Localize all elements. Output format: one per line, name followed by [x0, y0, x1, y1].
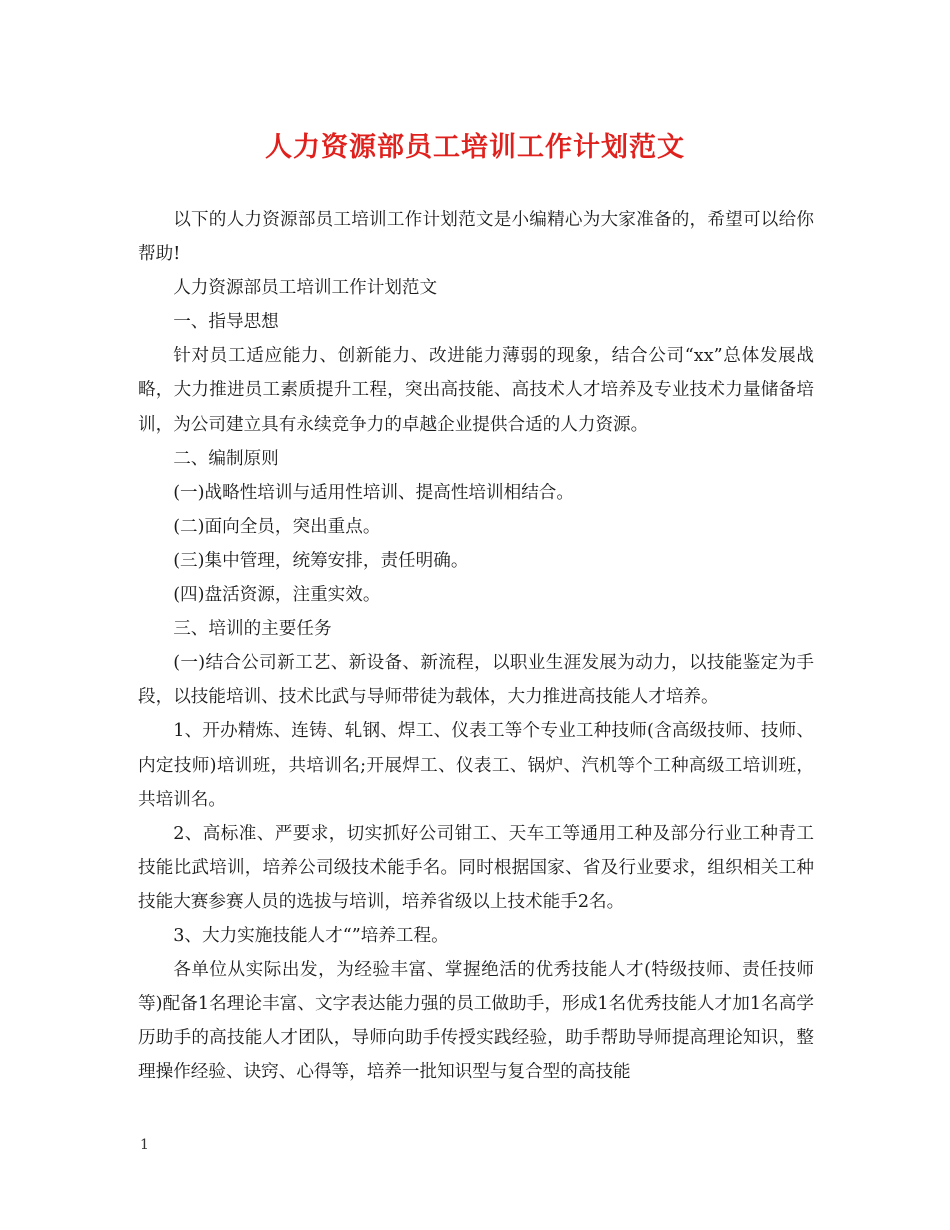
paragraph-guiding-thought: 针对员工适应能力、创新能力、改进能力薄弱的现象，结合公司“xx”总体发展战略，大力推进员工素质提升工程，突出高技能、高技术人才培养及专业技术力量储备培训，为公司建立具有永续竞争力的卓越企业提供合适的人力资源。: [138, 346, 814, 435]
principle-item-4: (四)盘活资源，注重实效。: [173, 585, 381, 606]
document-body: [138, 203, 814, 1089]
section-heading-main-tasks: 三、培训的主要任务: [173, 619, 332, 640]
task-item-1: (一)结合公司新工艺、新设备、新流程，以职业生涯发展为动力，以技能鉴定为手段，以技能培训、技术比武与导师带徒为载体，大力推进高技能人才培养。: [138, 653, 814, 708]
page-number: 1: [140, 1137, 149, 1153]
task-subitem-2: 2、高标准、严要求，切实抓好公司钳工、天车工等通用工种及部分行业工种青工技能比武培训，培养公司级技术能手名。同时根据国家、省及行业要求，组织相关工种技能大赛参赛人员的选拔与培训，培养省级以上技术能手2名。: [138, 823, 814, 912]
paragraph-subtitle: 人力资源部员工培训工作计划范文: [173, 278, 438, 299]
paragraph-mentoring: 各单位从实际出发，为经验丰富、掌握绝活的优秀技能人才(特级技师、责任技师等)配备1名理论丰富、文字表达能力强的员工做助手，形成1名优秀技能人才加1名高学历助手的高技能人才团队，导师向助手传授实践经验，助手帮助导师提高理论知识，整理操作经验、诀窍、心得等，培养一批知识型与复合型的高技能: [138, 960, 814, 1083]
document-title: 人力资源部员工培训工作计划范文: [265, 132, 685, 163]
principle-item-2: (二)面向全员，突出重点。: [173, 516, 381, 537]
paragraph-intro: 以下的人力资源部员工培训工作计划范文是小编精心为大家准备的，希望可以给你帮助!: [138, 210, 814, 265]
section-heading-principles: 二、编制原则: [173, 448, 279, 469]
section-heading-guiding-thought: 一、指导思想: [173, 312, 279, 333]
principle-item-1: (一)战略性培训与适用性培训、提高性培训相结合。: [173, 482, 574, 503]
principle-item-3: (三)集中管理，统筹安排，责任明确。: [173, 550, 469, 571]
task-subitem-3: 3、大力实施技能人才“”培养工程。: [173, 925, 449, 946]
task-subitem-1: 1、开办精炼、连铸、轧钢、焊工、仪表工等个专业工种技师(含高级技师、技师、内定技师)培训班，共培训名;开展焊工、仪表工、锅炉、汽机等个工种高级工培训班，共培训名。: [138, 721, 814, 810]
